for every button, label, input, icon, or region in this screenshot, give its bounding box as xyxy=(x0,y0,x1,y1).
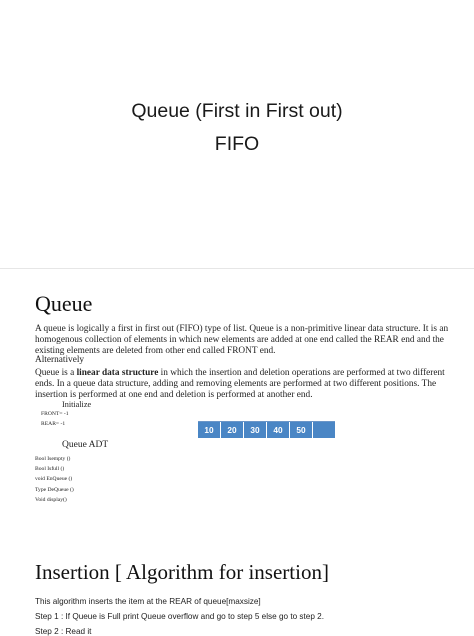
slide-title-line2: FIFO xyxy=(214,133,260,155)
para-text-bold: linear data structure xyxy=(76,368,159,378)
para-text-post: in which the insertion and deletion operations are performed at two different ends. In a queue data structure, adding and removing elements are performed at two different positions. The insertion is performed at one end and deletion is performed at another end. xyxy=(35,368,445,401)
adt-operation: void EnQueue () xyxy=(35,476,73,483)
alternatively-label: Alternatively xyxy=(35,355,85,365)
queue-array-table xyxy=(198,421,335,438)
page-divider xyxy=(0,268,474,269)
insertion-heading: Insertion [ Algorithm for insertion] xyxy=(35,560,329,584)
adt-operation: Bool Isempty () xyxy=(35,456,71,462)
front-init: FRONT= -1 xyxy=(41,411,69,417)
initialize-label: Initialize xyxy=(62,400,92,409)
slide-title-line1: Queue (First in First out) xyxy=(131,100,343,122)
adt-operation: Bool Isfull () xyxy=(35,466,65,473)
para-text-pre: Queue is a xyxy=(35,368,77,378)
algorithm-line: Step 2 : Read it xyxy=(35,627,92,636)
queue-adt-operations xyxy=(35,454,74,505)
queue-cell: 20 xyxy=(221,422,244,438)
queue-cell-empty xyxy=(313,422,335,438)
adt-operation: Type DeQueue () xyxy=(35,486,74,493)
queue-cell: 30 xyxy=(244,422,267,438)
algorithm-line: This algorithm inserts the item at the REAR of queue[maxsize] xyxy=(35,597,261,606)
queue-alternative-paragraph xyxy=(35,368,450,402)
adt-operation: Void display() xyxy=(35,496,67,503)
algorithm-line: Step 1 : If Queue is Full print Queue overflow and go to step 5 else go to step 2. xyxy=(35,612,325,621)
rear-init: REAR= -1 xyxy=(41,421,66,427)
queue-cell: 10 xyxy=(198,422,221,438)
title-slide xyxy=(0,0,474,268)
queue-definition-paragraph: A queue is logically a first in first out (FIFO) type of list. Queue is a non-primitive linear data structure. It is an homogenous collection of elements in which new elements are added at one end called the REAR end and the existing elements are deleted from other end called FRONT end. xyxy=(35,324,449,357)
queue-heading: Queue xyxy=(35,291,93,316)
queue-adt-title: Queue ADT xyxy=(62,440,109,450)
queue-cell: 50 xyxy=(290,422,313,438)
queue-cell: 40 xyxy=(267,422,290,438)
